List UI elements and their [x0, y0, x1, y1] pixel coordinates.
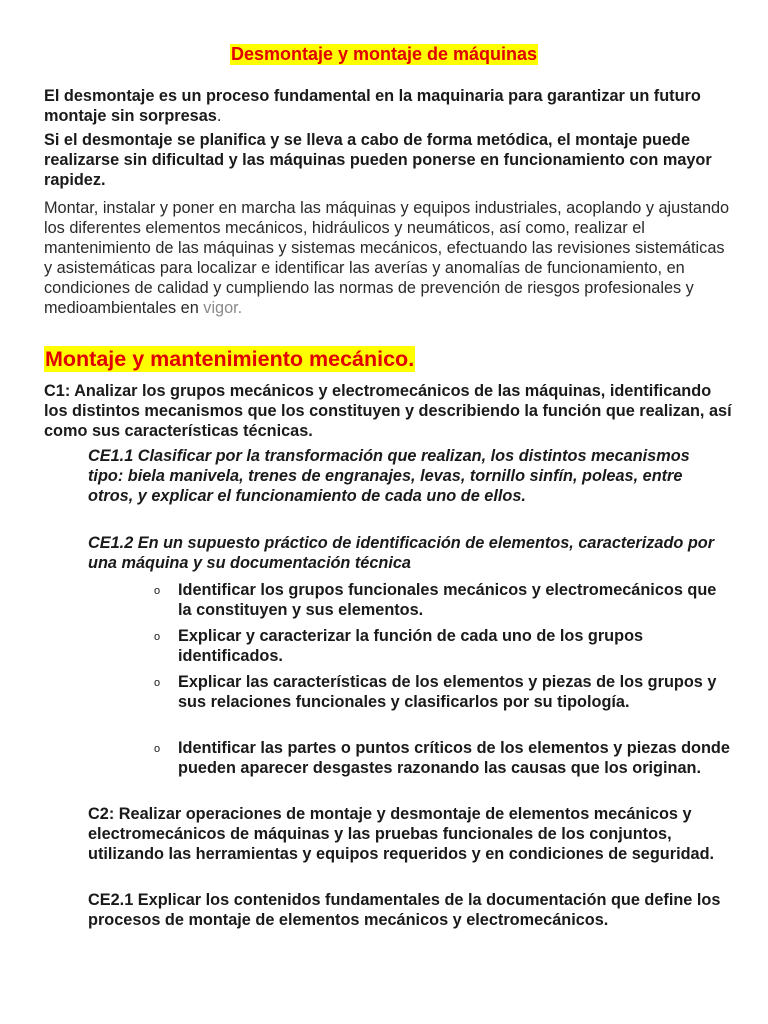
- criterion-c1: C1: Analizar los grupos mecánicos y electromecánicos de las máquinas, identificando los distintos mecanismos que los constituyen y describiendo la función que realizan, así como sus características técnicas.: [44, 382, 732, 440]
- title-wrap: [0, 44, 768, 65]
- bullet-icon: o: [154, 677, 161, 689]
- intro-paragraph-3: [44, 198, 734, 318]
- bullet-icon: o: [154, 743, 161, 755]
- list-item-text: Explicar las características de los elementos y piezas de los grupos y sus relaciones funcionales y clasificarlos por su tipología.: [178, 673, 717, 711]
- section-heading-wrap: [44, 346, 415, 372]
- list-item: [154, 580, 734, 620]
- criterion-ce1-1: CE1.1 Clasificar por la transformación que realizan, los distintos mecanismos tipo: biela manivela, trenes de engranajes, levas, tornillo sinfín, poleas, entre otros, y explicar el funcionamiento de cada uno de ellos.: [88, 447, 690, 505]
- intro-p1-text: El desmontaje es un proceso fundamental en la maquinaria para garantizar un futuro montaje sin sorpresas: [44, 87, 701, 125]
- list-item-text: Identificar las partes o puntos críticos de los elementos y piezas donde pueden aparecer desgastes razonando las causas que los originan.: [178, 739, 730, 777]
- list-item: [154, 738, 734, 778]
- intro-p1-period: .: [216, 107, 222, 125]
- list-item-text: Identificar los grupos funcionales mecánicos y electromecánicos que la constituyen y sus elementos.: [178, 581, 717, 619]
- list-item: [154, 626, 734, 666]
- intro-p3-text: Montar, instalar y poner en marcha las máquinas y equipos industriales, acoplando y ajustando los diferentes elementos mecánicos, hidráulicos y neumáticos, así como, realizar el mantenimiento de las máquinas y sistemas mecánicos, efectuando las revisiones sistemáticas y asistemáticas para localizar e identificar las averías y anomalías de funcionamiento, en condiciones de calidad y cumpliendo las normas de prevención de riesgos profesionales y medioambientales en: [44, 199, 730, 317]
- page-title: Desmontaje y montaje de máquinas: [230, 44, 538, 64]
- list-item: [154, 672, 734, 712]
- list-item-text: Explicar y caracterizar la función de cada uno de los grupos identificados.: [178, 627, 644, 665]
- bullet-icon: o: [154, 585, 161, 597]
- intro-paragraph-2: Si el desmontaje se planifica y se lleva a cabo de forma metódica, el montaje puede realizarse sin dificultad y las máquinas pueden ponerse en funcionamiento con mayor rapidez.: [44, 131, 712, 189]
- intro-paragraph-1: [44, 86, 734, 126]
- bullet-icon: o: [154, 631, 161, 643]
- criterion-ce2-1: CE2.1 Explicar los contenidos fundamentales de la documentación que define los procesos de montaje de elementos mecánicos y electromecánicos.: [88, 891, 721, 929]
- vigor-link[interactable]: vigor.: [203, 299, 243, 317]
- section-heading: Montaje y mantenimiento mecánico.: [45, 347, 415, 371]
- criterion-c2: C2: Realizar operaciones de montaje y desmontaje de elementos mecánicos y electromecánicos de máquinas y las pruebas funcionales de los conjuntos, utilizando las herramientas y equipos requeridos y en condiciones de seguridad.: [88, 805, 715, 863]
- criterion-ce1-2: CE1.2 En un supuesto práctico de identificación de elementos, caracterizado por una máquina y su documentación técnica: [88, 534, 715, 572]
